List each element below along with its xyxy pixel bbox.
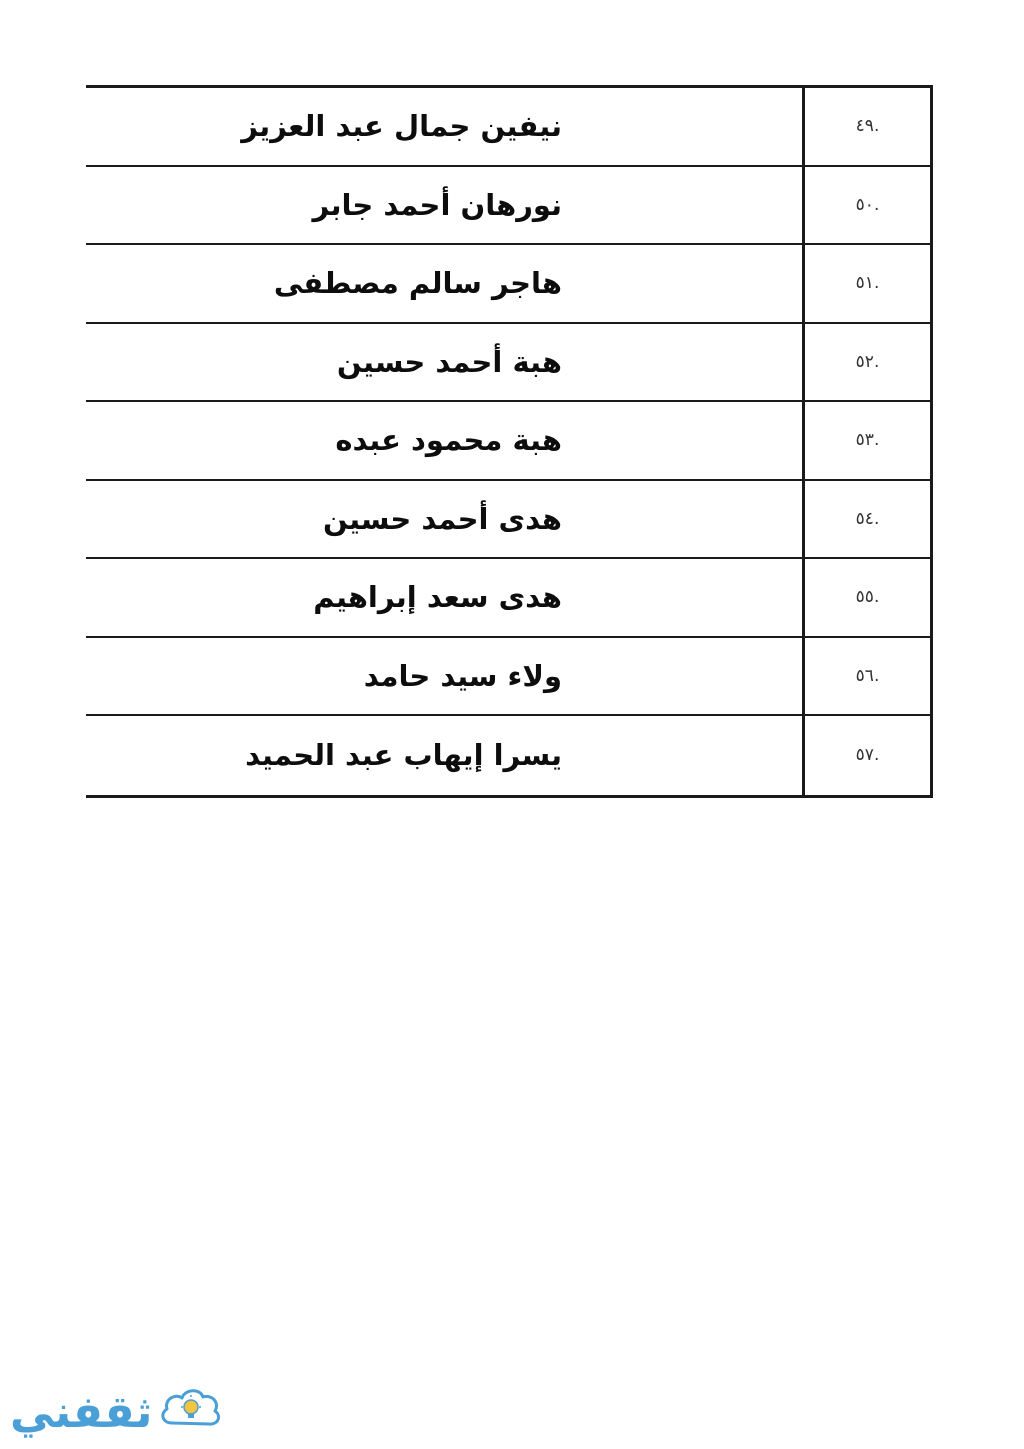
table-row xyxy=(86,402,930,481)
row-name: ولاء سيد حامد xyxy=(363,658,562,693)
watermark-logo xyxy=(10,1380,224,1444)
watermark-text: ثقفني xyxy=(10,1386,153,1438)
names-table xyxy=(86,85,933,798)
row-name: هبة أحمد حسين xyxy=(336,344,562,379)
row-name: هبة محمود عبده xyxy=(335,423,562,458)
row-name: نورهان أحمد جابر xyxy=(312,187,562,222)
row-name: هدى سعد إبراهيم xyxy=(313,580,562,615)
row-number: .٥٤ xyxy=(802,481,930,558)
row-number: .٥١ xyxy=(802,245,930,322)
table-row xyxy=(86,167,930,246)
table-row xyxy=(86,481,930,560)
lightbulb-cloud-icon xyxy=(158,1383,224,1441)
row-name: هدى أحمد حسين xyxy=(322,501,562,536)
table-row xyxy=(86,88,930,167)
table-row xyxy=(86,245,930,324)
table-row xyxy=(86,716,930,795)
row-number: .٥٧ xyxy=(802,716,930,795)
row-number: .٥٠ xyxy=(802,167,930,244)
row-name: يسرا إيهاب عبد الحميد xyxy=(245,738,562,773)
row-number: .٥٣ xyxy=(802,402,930,479)
row-name: نيفين جمال عبد العزيز xyxy=(241,109,562,144)
table-row xyxy=(86,324,930,403)
row-number: .٥٥ xyxy=(802,559,930,636)
row-name: هاجر سالم مصطفى xyxy=(273,266,562,301)
row-number: .٥٢ xyxy=(802,324,930,401)
row-number: .٥٦ xyxy=(802,638,930,715)
row-number: .٤٩ xyxy=(802,88,930,165)
table-row xyxy=(86,638,930,717)
table-row xyxy=(86,559,930,638)
